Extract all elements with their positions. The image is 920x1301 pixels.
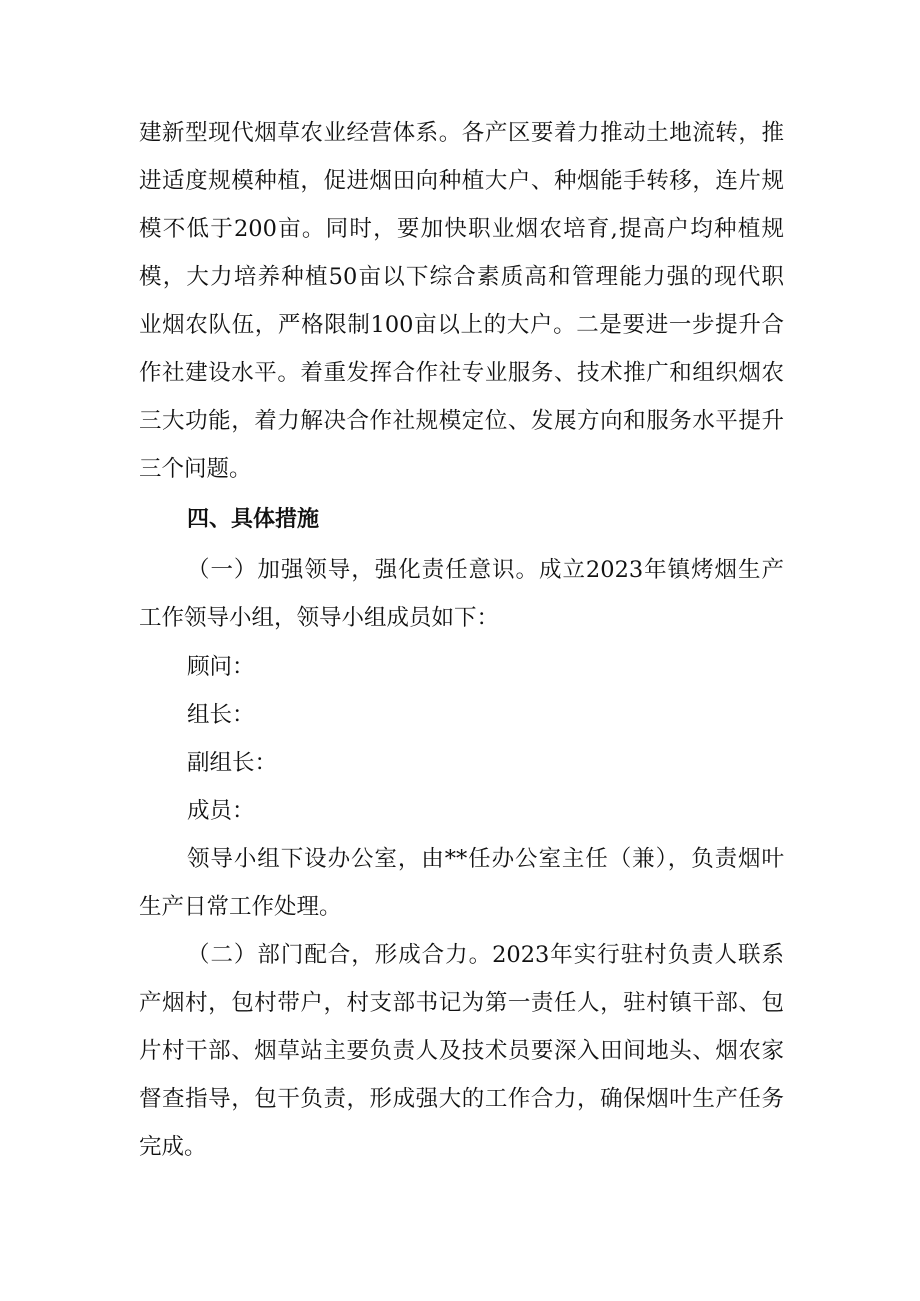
paragraph-line: 完成。 <box>139 1134 207 1160</box>
paragraph-line: （一）加强领导，强化责任意识。成立2023年镇烤烟生产 <box>187 557 784 583</box>
paragraph-line: 建新型现代烟草农业经营体系。各产区要着力推动土地流转，推 <box>139 120 784 146</box>
paragraph-line: 生产日常工作处理。 <box>139 894 342 920</box>
paragraph-line: 督查指导，包干负责，形成强大的工作合力，确保烟叶生产任务 <box>139 1086 784 1112</box>
paragraph-line: （二）部门配合，形成合力。2023年实行驻村负责人联系 <box>187 942 784 968</box>
paragraph-line: 模，大力培养种植50亩以下综合素质高和管理能力强的现代职 <box>139 264 784 290</box>
paragraph-line: 三个问题。 <box>139 456 252 482</box>
paragraph-line: 领导小组下设办公室，由**任办公室主任（兼），负责烟叶 <box>187 846 784 872</box>
paragraph-line: 三大功能，着力解决合作社规模定位、发展方向和服务水平提升 <box>139 408 784 434</box>
paragraph-line: 模不低于200亩。同时，要加快职业烟农培育,提高户均种植规 <box>139 216 784 242</box>
paragraph-line: 产烟村，包村带户，村支部书记为第一责任人，驻村镇干部、包 <box>139 990 784 1016</box>
member-label: 成员： <box>187 798 255 824</box>
paragraph-line: 进适度规模种植，促进烟田向种植大户、种烟能手转移，连片规 <box>139 168 784 194</box>
paragraph-line: 片村干部、烟草站主要负责人及技术员要深入田间地头、烟农家 <box>139 1038 784 1064</box>
member-leader-label: 组长： <box>187 702 255 728</box>
paragraph-line: 业烟农队伍，严格限制100亩以上的大户。二是要进一步提升合 <box>139 312 784 338</box>
member-advisor-label: 顾问： <box>187 654 255 680</box>
section-heading: 四、具体措施 <box>187 507 320 532</box>
paragraph-line: 作社建设水平。着重发挥合作社专业服务、技术推广和组织烟农 <box>139 360 784 386</box>
paragraph-line: 工作领导小组，领导小组成员如下： <box>139 605 500 631</box>
member-deputy-leader-label: 副组长： <box>187 750 278 776</box>
